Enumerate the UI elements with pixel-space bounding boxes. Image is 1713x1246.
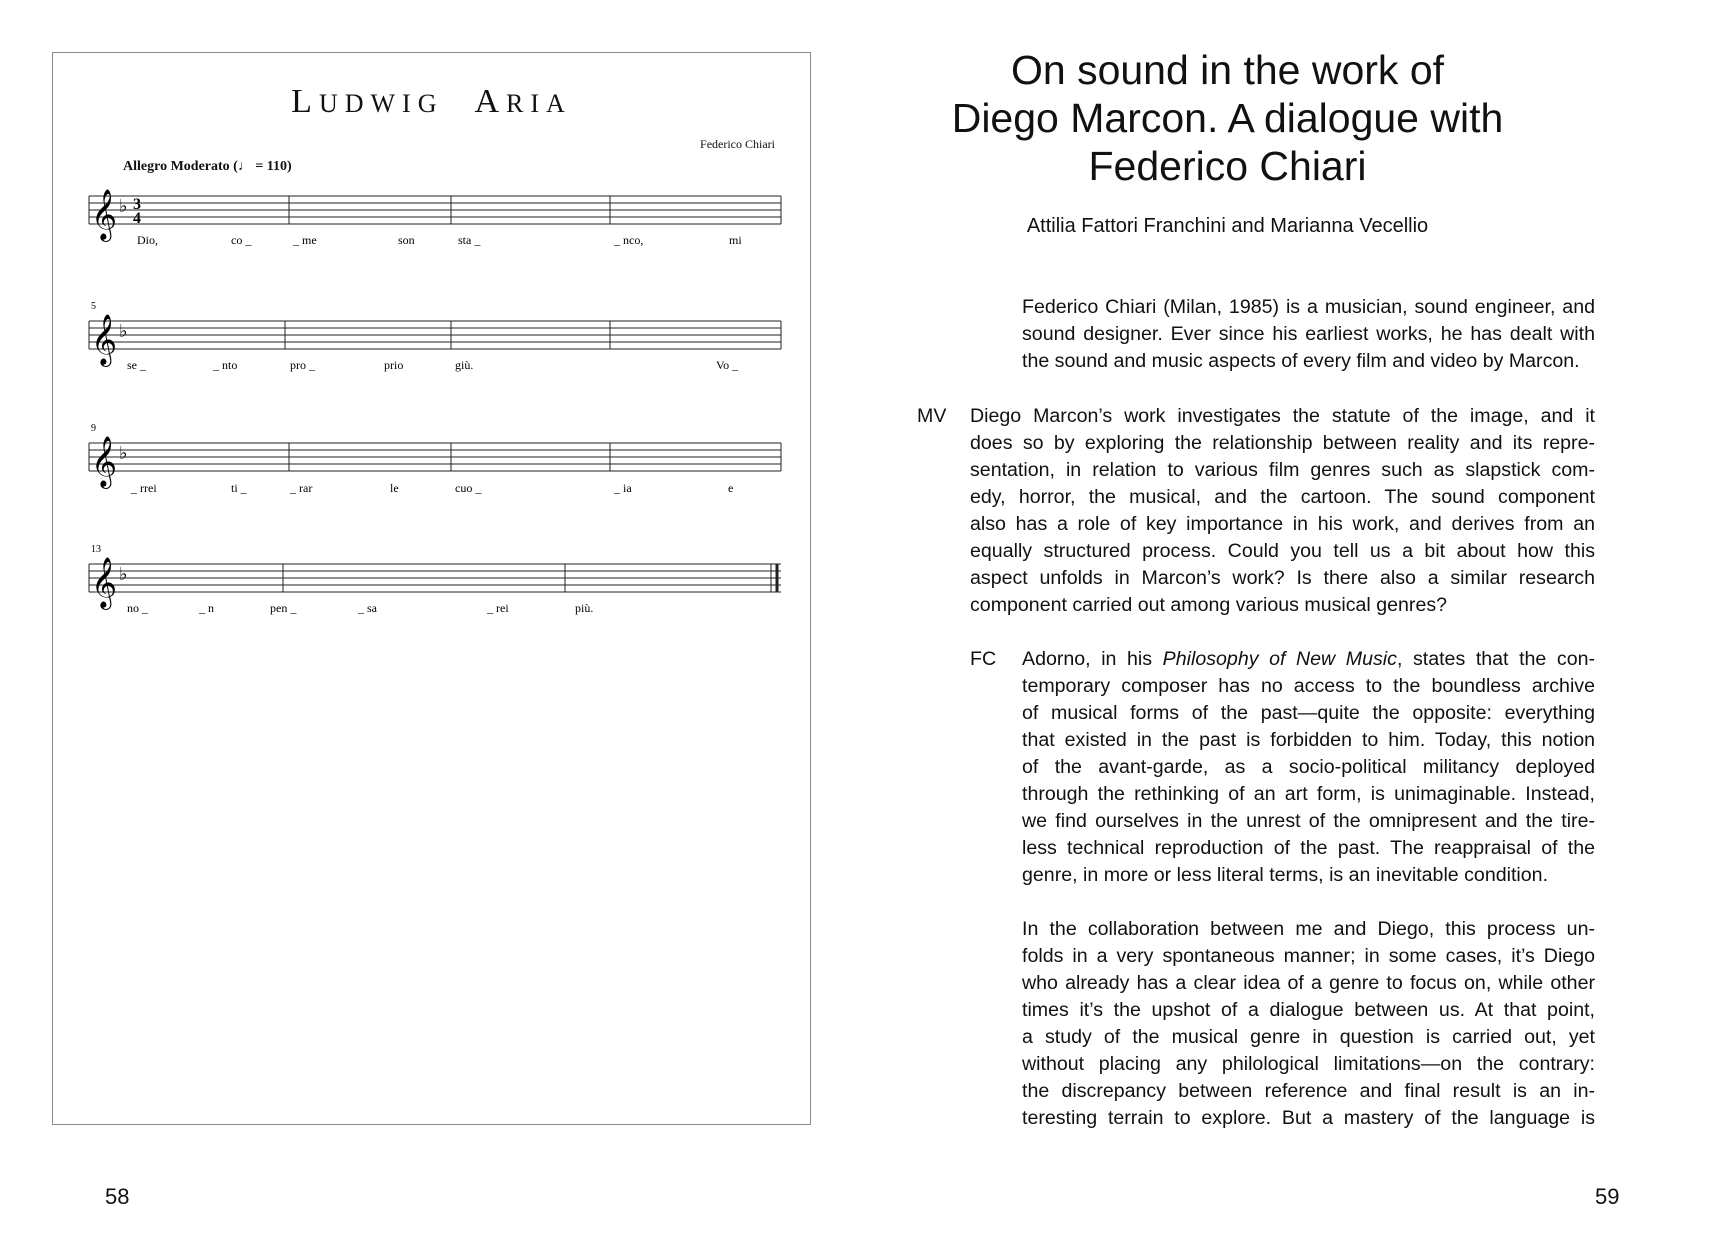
lyric-syllable: no _ (127, 601, 148, 615)
text-line: temporary composer has no access to the boundless archive (1022, 675, 1595, 697)
flat-key-signature-icon: ♭ (119, 196, 128, 216)
lyric-syllable: cuo _ (455, 481, 482, 495)
lyric-syllable: sta _ (458, 233, 481, 247)
page-number-left: 58 (105, 1184, 130, 1209)
lyric-syllable: pro _ (290, 358, 315, 372)
text-run: Adorno, in his (1022, 648, 1163, 670)
title-initial: L (291, 83, 319, 120)
text-line: the discrepancy between reference and final result is an in- (1022, 1080, 1595, 1102)
text-line: genre, in more or less literal terms, is an inevitable condition. (1022, 864, 1549, 886)
text-line: Diego Marcon’s work investigates the statute of the image, and it (970, 405, 1595, 427)
fc-answer-paragraph-1 (1022, 646, 1595, 889)
tempo-marking: Allegro Moderato (♩ = 110) (123, 159, 292, 174)
treble-clef-icon: 𝄞 (91, 315, 118, 364)
time-signature-icon: 3 (133, 196, 141, 213)
measure-number: 5 (91, 301, 96, 312)
measure-number: 13 (91, 544, 101, 555)
speaker-label-mv: MV (917, 405, 947, 427)
text-line: who already has a clear idea of a genre to focus on, while other (1022, 972, 1595, 994)
text-line: a study of the musical genre in question is carried out, yet (1022, 1026, 1595, 1048)
sheet-music-figure (52, 52, 811, 1125)
lyric-syllable: Vo _ (716, 358, 739, 372)
lyric-syllable: e (728, 481, 734, 495)
title-initial: A (474, 83, 507, 120)
lyric-syllable: _ rar (290, 481, 313, 495)
lyric-syllable: le (390, 481, 399, 495)
lyric-syllable: son (398, 233, 415, 247)
lyric-syllable: co _ (231, 233, 252, 247)
intro-paragraph (1022, 294, 1595, 375)
score-composer: Federico Chiari (700, 137, 775, 151)
time-signature-icon: 4 (133, 210, 141, 227)
text-line: component carried out among various musical genres? (970, 594, 1448, 616)
lyric-syllable: _ rrei (131, 481, 157, 495)
lyric-syllable: se _ (127, 358, 146, 372)
lyric-syllable: prio (384, 358, 404, 372)
treble-clef-icon: 𝄞 (91, 190, 118, 239)
text-line: that existed in the past is forbidden to him. Today, this notion (1022, 729, 1595, 751)
text-line: sentation, in relation to various film genres such as slapstick com- (970, 459, 1595, 481)
text-line: through the rethinking of an art form, is unimaginable. Instead, (1022, 783, 1595, 805)
text-line: teresting terrain to explore. But a mastery of the language is (1022, 1107, 1595, 1129)
text-line: folds in a very spontaneous manner; in some cases, it’s Diego (1022, 945, 1595, 967)
treble-clef-icon: 𝄞 (91, 558, 118, 607)
lyric-syllable: giù. (455, 358, 474, 372)
text-line: Federico Chiari (Milan, 1985) is a musician, sound engineer, and (1022, 296, 1595, 318)
flat-key-signature-icon: ♭ (119, 564, 128, 584)
lyric-syllable: più. (575, 601, 594, 615)
title-line: On sound in the work of (1010, 47, 1445, 93)
book-title: Philosophy of New Music (1162, 648, 1397, 670)
text-line: equally structured process. Could you tell us a bit about how this (970, 540, 1595, 562)
flat-key-signature-icon: ♭ (119, 321, 128, 341)
music-staves (53, 53, 812, 1126)
mv-question (970, 403, 1595, 619)
text-line: In the collaboration between me and Diego, this process un- (1022, 918, 1595, 940)
title-word: RIA (506, 89, 572, 118)
lyric-syllable: pen _ (270, 601, 297, 615)
lyric-syllable: mi (729, 233, 742, 247)
title-line: Diego Marcon. A dialogue with (951, 95, 1504, 141)
lyric-syllable: _ rei (487, 601, 509, 615)
flat-key-signature-icon: ♭ (119, 443, 128, 463)
text-run: , states that the con- (1396, 648, 1596, 670)
lyric-syllable: _ n (199, 601, 214, 615)
text-line: of musical forms of the past—quite the opposite: everything (1022, 702, 1595, 724)
article-authors: Attilia Fattori Franchini and Marianna Vecellio (1026, 215, 1429, 237)
lyric-syllable: _ sa (358, 601, 377, 615)
lyric-syllable: ti _ (231, 481, 247, 495)
lyric-syllable: _ ia (614, 481, 632, 495)
title-line: Federico Chiari (1088, 143, 1367, 189)
text-line: of the avant-garde, as a socio-political militancy deployed (1022, 756, 1595, 778)
text-line: sound designer. Ever since his earliest works, he has dealt with (1022, 323, 1595, 345)
measure-number: 9 (91, 423, 96, 434)
lyric-syllable: _ nco, (614, 233, 644, 247)
speaker-label-fc: FC (970, 648, 997, 670)
lyric-syllable: _ me (293, 233, 317, 247)
lyric-syllable: Dio, (137, 233, 158, 247)
text-line: without placing any philological limitations—on the contrary: (1022, 1053, 1595, 1075)
text-line: aspect unfolds in Marcon’s work? Is there also a similar research (970, 567, 1595, 589)
text-line: times it’s the upshot of a dialogue between us. At that point, (1022, 999, 1595, 1021)
article-title (860, 46, 1595, 190)
text-line: does so by exploring the relationship between reality and its repre- (970, 432, 1595, 454)
fc-answer-paragraph-2 (1022, 916, 1595, 1132)
text-line (1022, 646, 1595, 673)
treble-clef-icon: 𝄞 (91, 437, 118, 486)
title-word: UDWIG (318, 89, 444, 118)
lyric-syllable: _ nto (213, 358, 238, 372)
text-line: less technical reproduction of the past. The reappraisal of the (1022, 837, 1595, 859)
text-line: the sound and music aspects of every film and video by Marcon. (1022, 350, 1580, 372)
text-line: edy, horror, the musical, and the cartoon. The sound component (970, 486, 1595, 508)
text-line: we find ourselves in the unrest of the omnipresent and the tire- (1022, 810, 1595, 832)
page-number-right: 59 (1595, 1184, 1620, 1209)
text-line: also has a role of key importance in his work, and derives from an (970, 513, 1595, 535)
